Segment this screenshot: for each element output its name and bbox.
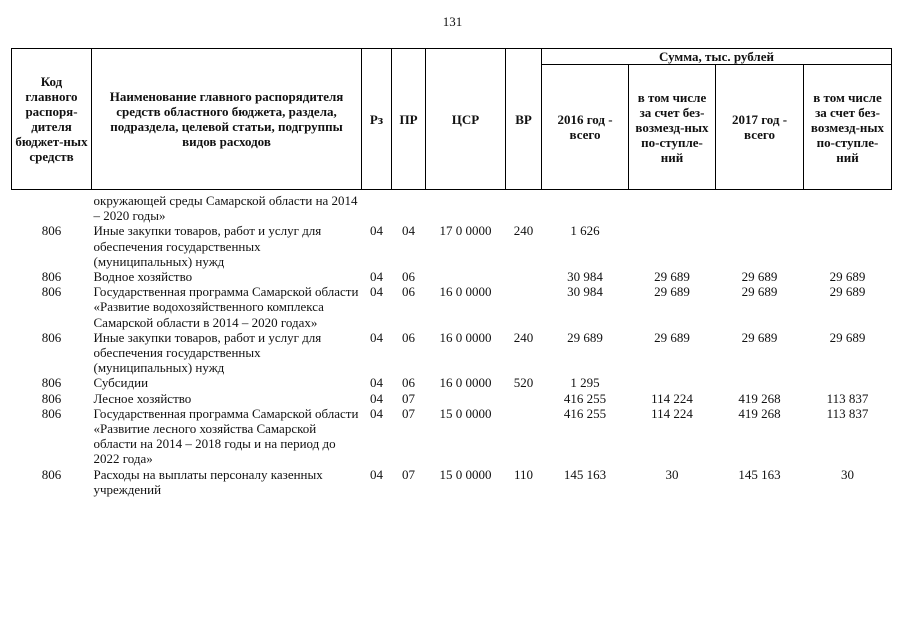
code-cell: 806 xyxy=(41,390,62,406)
pr-cell: 07 xyxy=(402,405,415,421)
header-2017-grants: в том числе за счет без-возмезд-ных по-ступле-ний xyxy=(804,65,892,190)
header-pr: ПР xyxy=(392,49,426,190)
header-2017-total: 2017 год - всего xyxy=(716,65,804,190)
name-cell: Иные закупки товаров, работ и услуг для обеспечения государственных (муниципальных) нужд xyxy=(93,223,322,269)
vr-cell xyxy=(506,284,542,330)
name-cell: окружающей среды Самарской области на 2014 – 2020 годы» xyxy=(93,193,358,224)
sum-2016-total-cell: 30 984 xyxy=(567,269,603,285)
sum-2017-total-cell: 145 163 xyxy=(738,466,781,482)
header-code: Код главного распоря-дителя бюджет-ных средств xyxy=(12,49,92,190)
table-row xyxy=(12,223,892,269)
name-cell: Субсидии xyxy=(93,375,149,391)
sum-2016-total-cell: 1 295 xyxy=(570,375,600,391)
header-sum-group: Сумма, тыс. рублей xyxy=(542,49,892,65)
rz-cell: 04 xyxy=(370,466,383,482)
pr-cell: 04 xyxy=(402,223,415,239)
csr-cell: 17 0 0000 xyxy=(439,223,492,239)
rz-cell: 04 xyxy=(370,329,383,345)
code-cell: 806 xyxy=(41,284,62,300)
page-number: 131 xyxy=(442,14,463,29)
sum-2017-total-cell xyxy=(716,375,804,390)
sum-2017-total-cell xyxy=(716,190,804,224)
code-cell: 806 xyxy=(41,223,62,239)
table-row xyxy=(12,467,892,497)
vr-cell: 240 xyxy=(513,329,534,345)
header-name: Наименование главного распорядителя средств областного бюджета, раздела, подраздела, целевой статьи, подгруппы видов расходов xyxy=(92,49,362,190)
vr-cell: 110 xyxy=(513,466,534,482)
name-cell: Расходы на выплаты персоналу казенных учреждений xyxy=(93,466,323,497)
csr-cell xyxy=(426,190,506,224)
sum-2017-total-cell xyxy=(716,223,804,269)
name-cell: Лесное хозяйство xyxy=(93,390,192,406)
pr-cell: 06 xyxy=(402,329,415,345)
rz-cell: 04 xyxy=(370,405,383,421)
vr-cell xyxy=(506,391,542,406)
csr-cell: 16 0 0000 xyxy=(439,375,492,391)
csr-cell xyxy=(426,269,506,284)
code-cell: 806 xyxy=(41,375,62,391)
pr-cell xyxy=(392,190,426,224)
sum-2016-total-cell: 416 255 xyxy=(563,405,607,421)
vr-cell xyxy=(506,190,542,224)
sum-2016-total-cell: 1 626 xyxy=(570,223,600,239)
vr-cell: 520 xyxy=(513,375,534,391)
name-cell: Иные закупки товаров, работ и услуг для обеспечения государственных (муниципальных) нужд xyxy=(93,329,322,376)
csr-cell xyxy=(426,391,506,406)
header-2016-grants: в том числе за счет без-возмезд-ных по-ступле-ний xyxy=(629,65,716,190)
header-2016-total: 2016 год - всего xyxy=(542,65,629,190)
table-row xyxy=(12,375,892,390)
code-cell: 806 xyxy=(41,405,62,421)
sum-2017-grants-cell xyxy=(804,190,892,224)
sum-2016-grants-cell: 114 224 xyxy=(651,405,693,421)
sum-2016-grants-cell: 30 xyxy=(665,466,679,482)
sum-2017-total-cell: 29 689 xyxy=(741,329,778,345)
header-csr: ЦСР xyxy=(426,49,506,190)
table-body xyxy=(12,190,892,498)
table-row xyxy=(12,330,892,376)
vr-cell: 240 xyxy=(513,223,534,239)
sum-2017-total-cell: 419 268 xyxy=(738,405,781,421)
table-row xyxy=(12,406,892,467)
sum-2016-grants-cell: 29 689 xyxy=(654,269,690,285)
sum-2016-total-cell: 145 163 xyxy=(563,466,607,482)
rz-cell: 04 xyxy=(370,390,383,406)
code-cell xyxy=(12,190,92,224)
sum-2016-total-cell: 416 255 xyxy=(563,390,607,406)
sum-2017-grants-cell: 29 689 xyxy=(829,284,866,300)
sum-2016-total-cell: 29 689 xyxy=(567,329,603,345)
sum-2016-grants-cell xyxy=(629,223,716,269)
header-rz: Рз xyxy=(362,49,392,190)
sum-2016-grants-cell xyxy=(629,375,716,390)
sum-2017-grants-cell: 113 837 xyxy=(826,405,869,421)
sum-2017-grants-cell xyxy=(804,223,892,269)
sum-2016-total-cell: 30 984 xyxy=(567,284,603,300)
sum-2017-total-cell: 29 689 xyxy=(741,269,778,285)
sum-2017-total-cell: 419 268 xyxy=(738,390,781,406)
table-row xyxy=(12,391,892,406)
sum-2016-grants-cell: 29 689 xyxy=(654,329,690,345)
rz-cell: 04 xyxy=(370,284,383,300)
rz-cell xyxy=(362,190,392,224)
rz-cell: 04 xyxy=(370,223,383,239)
name-cell: Государственная программа Самарской области «Развитие лесного хозяйства Самарской области на 2014 – 2018 годы и на период до 2022 года» xyxy=(93,405,359,467)
csr-cell: 16 0 0000 xyxy=(439,329,492,345)
table-row xyxy=(12,190,892,224)
sum-2016-grants-cell: 29 689 xyxy=(654,284,690,300)
table-header xyxy=(12,49,892,190)
pr-cell: 06 xyxy=(402,284,415,300)
name-cell: Водное хозяйство xyxy=(93,269,193,285)
pr-cell: 07 xyxy=(402,466,415,482)
sum-2017-total-cell: 29 689 xyxy=(741,284,778,300)
csr-cell: 15 0 0000 xyxy=(439,405,492,421)
table-row xyxy=(12,269,892,284)
sum-2016-total-cell xyxy=(542,190,629,224)
sum-2017-grants-cell: 29 689 xyxy=(829,269,866,285)
rz-cell: 04 xyxy=(370,375,383,391)
code-cell: 806 xyxy=(41,329,62,345)
header-vr: ВР xyxy=(506,49,542,190)
rz-cell: 04 xyxy=(370,269,383,285)
vr-cell xyxy=(506,406,542,467)
pr-cell: 07 xyxy=(402,390,415,406)
name-cell: Государственная программа Самарской области «Развитие водохозяйственного комплекса Самарской области в 2014 – 2020 годах» xyxy=(93,284,359,330)
code-cell: 806 xyxy=(41,466,62,482)
sum-2016-grants-cell xyxy=(629,190,716,224)
budget-table xyxy=(11,48,892,497)
vr-cell xyxy=(506,269,542,284)
sum-2017-grants-cell xyxy=(804,375,892,390)
table-row xyxy=(12,284,892,330)
sum-2016-grants-cell: 114 224 xyxy=(651,390,693,406)
sum-2017-grants-cell: 113 837 xyxy=(826,390,869,406)
code-cell: 806 xyxy=(41,269,62,285)
pr-cell: 06 xyxy=(402,375,415,391)
pr-cell: 06 xyxy=(402,269,415,285)
csr-cell: 15 0 0000 xyxy=(439,466,492,482)
csr-cell: 16 0 0000 xyxy=(439,284,492,300)
sum-2017-grants-cell: 30 xyxy=(841,466,854,482)
sum-2017-grants-cell: 29 689 xyxy=(829,329,866,345)
